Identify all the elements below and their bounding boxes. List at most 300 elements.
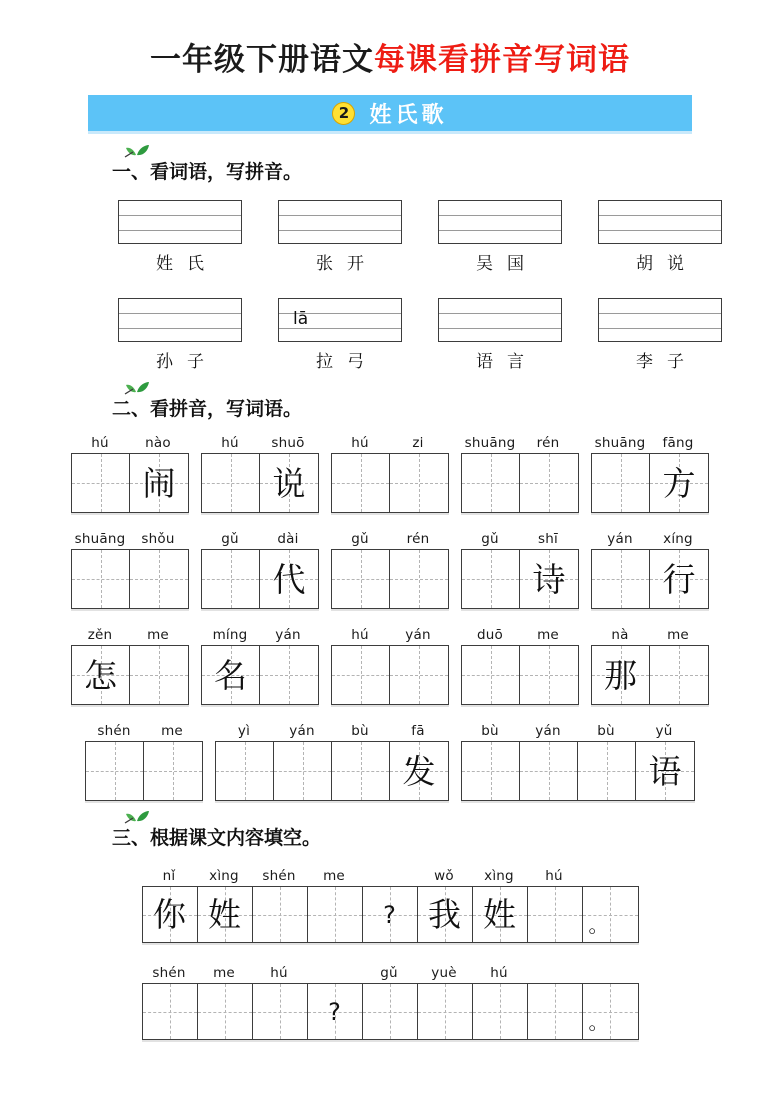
pinyin-label: shén bbox=[97, 723, 131, 739]
grid-guide-vertical bbox=[101, 454, 102, 512]
tianzige-cell[interactable] bbox=[143, 984, 198, 1039]
pinyin-label: hú bbox=[351, 435, 369, 451]
pinyin-label: gǔ bbox=[351, 531, 369, 547]
tianzige-cell[interactable] bbox=[528, 984, 583, 1039]
guide-line bbox=[439, 328, 561, 329]
pinyin-label: shī bbox=[538, 531, 558, 547]
grid-guide-vertical bbox=[607, 742, 608, 800]
pinyin-label: wǒ bbox=[434, 868, 454, 884]
tianzige-group bbox=[85, 741, 203, 801]
pinyin-label-row bbox=[142, 868, 639, 884]
grid-guide-vertical bbox=[610, 984, 611, 1039]
pinyin-label: hú bbox=[221, 435, 239, 451]
guide-line bbox=[279, 215, 401, 216]
grid-guide-horizontal bbox=[216, 771, 273, 772]
pinyin-four-line-box[interactable] bbox=[118, 200, 242, 244]
tianzige-cell[interactable] bbox=[363, 887, 418, 942]
tianzige-cell[interactable] bbox=[130, 550, 188, 608]
grid-guide-horizontal bbox=[363, 1012, 417, 1013]
pinyin-write-item bbox=[438, 200, 562, 274]
pinyin-label bbox=[582, 965, 637, 981]
guide-line bbox=[119, 230, 241, 231]
tianzige-cell[interactable] bbox=[592, 646, 650, 704]
tianzige-cell[interactable] bbox=[520, 454, 578, 512]
word-group bbox=[215, 723, 449, 801]
answer-character: 怎 bbox=[84, 655, 117, 695]
page-title-red: 每课看拼音写词语 bbox=[374, 42, 630, 78]
pinyin-four-line-box[interactable] bbox=[118, 298, 242, 342]
grid-guide-horizontal bbox=[390, 483, 448, 484]
word-group bbox=[591, 435, 709, 513]
pinyin-label: rén bbox=[536, 435, 560, 451]
pinyin-to-word-row bbox=[0, 435, 780, 513]
pinyin-label-row bbox=[201, 531, 319, 547]
pinyin-answer: lā bbox=[293, 309, 309, 329]
tianzige-cell[interactable] bbox=[390, 742, 448, 800]
tianzige-group bbox=[461, 453, 579, 513]
tianzige-cell[interactable] bbox=[462, 550, 520, 608]
grid-guide-vertical bbox=[491, 646, 492, 704]
tianzige-cell[interactable] bbox=[363, 984, 418, 1039]
word-label: 胡说 bbox=[636, 254, 698, 274]
guide-line bbox=[599, 230, 721, 231]
word-group bbox=[461, 627, 579, 705]
pinyin-label: gǔ bbox=[380, 965, 398, 981]
grid-guide-vertical bbox=[361, 646, 362, 704]
tianzige-cell[interactable] bbox=[202, 550, 260, 608]
grid-guide-vertical bbox=[549, 646, 550, 704]
pinyin-label: shuō bbox=[271, 435, 305, 451]
pinyin-label-row bbox=[215, 723, 449, 739]
pinyin-label: shén bbox=[152, 965, 186, 981]
pinyin-label: yuè bbox=[431, 965, 457, 981]
grid-guide-vertical bbox=[555, 887, 556, 942]
sentence-group bbox=[142, 868, 639, 943]
grid-guide-horizontal bbox=[198, 1012, 252, 1013]
tianzige-cell[interactable] bbox=[592, 550, 650, 608]
pinyin-label: shǒu bbox=[141, 531, 175, 547]
tianzige-group bbox=[461, 741, 695, 801]
pinyin-label: bù bbox=[481, 723, 499, 739]
answer-character: 代 bbox=[272, 559, 306, 599]
answer-character: 发 bbox=[402, 751, 436, 791]
tianzige-cell[interactable] bbox=[583, 887, 638, 942]
pinyin-label-row bbox=[591, 627, 709, 643]
word-group bbox=[591, 627, 709, 705]
grid-guide-vertical bbox=[231, 454, 232, 512]
tianzige-group bbox=[201, 645, 319, 705]
pinyin-label: rén bbox=[406, 531, 430, 547]
tianzige-cell[interactable] bbox=[390, 646, 448, 704]
grid-guide-horizontal bbox=[390, 675, 448, 676]
tianzige-cell[interactable] bbox=[308, 984, 363, 1039]
word-group bbox=[71, 531, 189, 609]
answer-character: 说 bbox=[272, 463, 306, 503]
pinyin-label: míng bbox=[212, 627, 248, 643]
tianzige-group bbox=[331, 453, 449, 513]
pinyin-label: shén bbox=[262, 868, 296, 884]
word-group bbox=[331, 627, 449, 705]
section-1-heading-text: 一、看词语，写拼音。 bbox=[112, 161, 303, 183]
tianzige-group bbox=[142, 886, 639, 943]
tianzige-cell[interactable] bbox=[260, 646, 318, 704]
tianzige-cell[interactable] bbox=[520, 742, 578, 800]
tianzige-cell[interactable] bbox=[198, 984, 253, 1039]
grid-guide-horizontal bbox=[520, 675, 578, 676]
pinyin-label: hú bbox=[490, 965, 508, 981]
grid-guide-horizontal bbox=[130, 675, 188, 676]
word-label: 孙子 bbox=[156, 352, 218, 372]
word-group bbox=[201, 531, 319, 609]
tianzige-cell[interactable] bbox=[144, 742, 202, 800]
pinyin-label: me bbox=[667, 627, 689, 643]
pinyin-label: bù bbox=[597, 723, 615, 739]
pinyin-label-row bbox=[461, 531, 579, 547]
word-label: 语言 bbox=[476, 352, 538, 372]
tianzige-group bbox=[201, 549, 319, 609]
guide-line bbox=[439, 230, 561, 231]
tianzige-cell[interactable] bbox=[390, 454, 448, 512]
grid-guide-horizontal bbox=[528, 1012, 582, 1013]
section-1-heading bbox=[112, 157, 780, 184]
pinyin-label: hú bbox=[351, 627, 369, 643]
tianzige-cell[interactable] bbox=[528, 887, 583, 942]
tianzige-cell[interactable] bbox=[274, 742, 332, 800]
tianzige-cell[interactable] bbox=[418, 984, 473, 1039]
tianzige-cell[interactable] bbox=[520, 646, 578, 704]
grid-guide-vertical bbox=[500, 984, 501, 1039]
page-title bbox=[0, 0, 780, 79]
grid-guide-horizontal bbox=[520, 771, 577, 772]
pinyin-label-row bbox=[85, 723, 203, 739]
grid-guide-horizontal bbox=[260, 675, 318, 676]
grid-guide-vertical bbox=[280, 984, 281, 1039]
pinyin-label: hú bbox=[91, 435, 109, 451]
tianzige-cell[interactable] bbox=[473, 887, 528, 942]
pinyin-label: xìng bbox=[484, 868, 514, 884]
grid-guide-horizontal bbox=[72, 483, 129, 484]
pinyin-label: zi bbox=[412, 435, 424, 451]
grid-guide-vertical bbox=[491, 454, 492, 512]
pinyin-label: nào bbox=[145, 435, 171, 451]
pinyin-label: me bbox=[161, 723, 183, 739]
grid-guide-vertical bbox=[621, 550, 622, 608]
grid-guide-vertical bbox=[289, 646, 290, 704]
tianzige-cell[interactable] bbox=[650, 454, 708, 512]
word-group bbox=[591, 531, 709, 609]
pinyin-label: fāng bbox=[662, 435, 694, 451]
grid-guide-horizontal bbox=[332, 579, 389, 580]
tianzige-cell[interactable] bbox=[130, 646, 188, 704]
tianzige-group bbox=[591, 549, 709, 609]
tianzige-cell[interactable] bbox=[462, 742, 520, 800]
tianzige-group bbox=[71, 645, 189, 705]
pinyin-label-row bbox=[331, 435, 449, 451]
pinyin-label: gǔ bbox=[221, 531, 239, 547]
grid-guide-horizontal bbox=[332, 675, 389, 676]
tianzige-cell[interactable] bbox=[520, 550, 578, 608]
answer-character: 闹 bbox=[142, 463, 176, 503]
pinyin-label: yán bbox=[289, 723, 315, 739]
section-3-heading bbox=[112, 823, 780, 850]
pinyin-label bbox=[527, 965, 582, 981]
grid-guide-vertical bbox=[549, 742, 550, 800]
pinyin-write-item bbox=[598, 200, 722, 274]
tianzige-group bbox=[591, 645, 709, 705]
period-mark: 。 bbox=[588, 1010, 609, 1034]
word-group bbox=[71, 627, 189, 705]
tianzige-cell[interactable] bbox=[72, 454, 130, 512]
pinyin-label-row bbox=[71, 627, 189, 643]
guide-line bbox=[119, 328, 241, 329]
pinyin-label: nà bbox=[611, 627, 629, 643]
tianzige-group bbox=[331, 645, 449, 705]
tianzige-cell[interactable] bbox=[202, 454, 260, 512]
word-label: 拉弓 bbox=[316, 352, 378, 372]
word-group bbox=[461, 435, 579, 513]
tianzige-cell[interactable] bbox=[72, 646, 130, 704]
grid-guide-horizontal bbox=[253, 915, 307, 916]
pinyin-to-word-row bbox=[0, 723, 780, 801]
pinyin-label-row bbox=[461, 627, 579, 643]
tianzige-group bbox=[461, 549, 579, 609]
word-group bbox=[331, 435, 449, 513]
grid-guide-horizontal bbox=[332, 771, 389, 772]
grid-guide-horizontal bbox=[578, 771, 635, 772]
tianzige-cell[interactable] bbox=[308, 887, 363, 942]
tianzige-group bbox=[201, 453, 319, 513]
pinyin-label: yán bbox=[607, 531, 633, 547]
pinyin-label: me bbox=[213, 965, 235, 981]
pinyin-label bbox=[362, 868, 417, 884]
tianzige-group bbox=[142, 983, 639, 1040]
pinyin-to-word-row bbox=[0, 531, 780, 609]
grid-guide-horizontal bbox=[202, 483, 259, 484]
pinyin-label: shuāng bbox=[594, 435, 646, 451]
tianzige-cell[interactable] bbox=[462, 454, 520, 512]
page-title-black: 一年级下册语文 bbox=[150, 42, 374, 78]
section-3-heading-text: 三、根据课文内容填空。 bbox=[112, 827, 322, 849]
grid-guide-vertical bbox=[621, 454, 622, 512]
pinyin-label-row bbox=[461, 435, 579, 451]
answer-character: 我 bbox=[428, 895, 461, 934]
grid-guide-horizontal bbox=[650, 675, 708, 676]
tianzige-cell[interactable] bbox=[636, 742, 694, 800]
grid-guide-horizontal bbox=[308, 915, 362, 916]
guide-line bbox=[599, 215, 721, 216]
pinyin-label-row bbox=[591, 531, 709, 547]
question-mark: ? bbox=[328, 997, 341, 1026]
pinyin-label: yán bbox=[405, 627, 431, 643]
word-group bbox=[71, 435, 189, 513]
tianzige-cell[interactable] bbox=[143, 887, 198, 942]
pinyin-label-row bbox=[461, 723, 695, 739]
pinyin-label: shuāng bbox=[74, 531, 126, 547]
word-label: 吴国 bbox=[476, 254, 538, 274]
pinyin-four-line-box[interactable] bbox=[438, 298, 562, 342]
grid-guide-vertical bbox=[445, 984, 446, 1039]
pinyin-label: me bbox=[537, 627, 559, 643]
tianzige-cell[interactable] bbox=[72, 550, 130, 608]
pinyin-four-line-box[interactable] bbox=[598, 200, 722, 244]
tianzige-cell[interactable] bbox=[583, 984, 638, 1039]
tianzige-group bbox=[591, 453, 709, 513]
tianzige-cell[interactable] bbox=[202, 646, 260, 704]
guide-line bbox=[279, 230, 401, 231]
grid-guide-horizontal bbox=[462, 675, 519, 676]
tianzige-cell[interactable] bbox=[332, 550, 390, 608]
guide-line bbox=[439, 313, 561, 314]
word-label: 姓氏 bbox=[156, 254, 218, 274]
grid-guide-vertical bbox=[159, 550, 160, 608]
answer-character: 你 bbox=[153, 895, 186, 934]
grid-guide-vertical bbox=[225, 984, 226, 1039]
word-group bbox=[201, 627, 319, 705]
pinyin-write-item bbox=[118, 200, 242, 274]
pinyin-label-row bbox=[201, 435, 319, 451]
tianzige-group bbox=[215, 741, 449, 801]
answer-character: 那 bbox=[604, 655, 637, 695]
pinyin-label: dài bbox=[277, 531, 299, 547]
tianzige-cell[interactable] bbox=[260, 550, 318, 608]
pinyin-label: yì bbox=[237, 723, 251, 739]
grid-guide-vertical bbox=[361, 550, 362, 608]
tianzige-cell[interactable] bbox=[462, 646, 520, 704]
pinyin-write-item bbox=[278, 298, 402, 372]
tianzige-cell[interactable] bbox=[332, 646, 390, 704]
grid-guide-horizontal bbox=[418, 1012, 472, 1013]
tianzige-cell[interactable] bbox=[130, 454, 188, 512]
grid-guide-vertical bbox=[115, 742, 116, 800]
pinyin-label-row bbox=[591, 435, 709, 451]
word-group bbox=[201, 435, 319, 513]
guide-line bbox=[119, 215, 241, 216]
pinyin-four-line-box[interactable] bbox=[438, 200, 562, 244]
tianzige-group bbox=[71, 453, 189, 513]
grid-guide-horizontal bbox=[520, 483, 578, 484]
pinyin-label-row bbox=[201, 627, 319, 643]
tianzige-cell[interactable] bbox=[592, 454, 650, 512]
pinyin-label: nǐ bbox=[162, 868, 176, 884]
section-2-heading bbox=[112, 394, 780, 421]
grid-guide-vertical bbox=[361, 454, 362, 512]
pinyin-to-word-row bbox=[0, 627, 780, 705]
grid-guide-vertical bbox=[491, 550, 492, 608]
grid-guide-vertical bbox=[549, 454, 550, 512]
pinyin-label: yǔ bbox=[655, 723, 673, 739]
tianzige-cell[interactable] bbox=[332, 454, 390, 512]
sentence-row bbox=[0, 965, 780, 1040]
pinyin-four-line-box[interactable] bbox=[278, 298, 402, 342]
pinyin-label-row bbox=[331, 627, 449, 643]
leaf-icon bbox=[124, 381, 150, 395]
grid-guide-vertical bbox=[170, 984, 171, 1039]
grid-guide-vertical bbox=[419, 454, 420, 512]
pinyin-write-item bbox=[118, 298, 242, 372]
pinyin-label-row bbox=[71, 435, 189, 451]
tianzige-cell[interactable] bbox=[332, 742, 390, 800]
pinyin-label: zěn bbox=[87, 627, 113, 643]
answer-character: 姓 bbox=[483, 895, 516, 934]
tianzige-cell[interactable] bbox=[253, 984, 308, 1039]
tianzige-cell[interactable] bbox=[418, 887, 473, 942]
grid-guide-horizontal bbox=[528, 915, 582, 916]
grid-guide-horizontal bbox=[253, 1012, 307, 1013]
tianzige-cell[interactable] bbox=[650, 646, 708, 704]
tianzige-cell[interactable] bbox=[253, 887, 308, 942]
pinyin-label: duō bbox=[477, 627, 503, 643]
word-group bbox=[461, 723, 695, 801]
section-2-heading-text: 二、看拼音，写词语。 bbox=[112, 398, 303, 420]
guide-line bbox=[599, 328, 721, 329]
pinyin-write-item bbox=[438, 298, 562, 372]
lesson-banner bbox=[88, 95, 692, 131]
word-group bbox=[331, 531, 449, 609]
tianzige-group bbox=[461, 645, 579, 705]
pinyin-label-row bbox=[331, 531, 449, 547]
pinyin-label: hú bbox=[545, 868, 563, 884]
sentence-row bbox=[0, 868, 780, 943]
guide-line bbox=[119, 313, 241, 314]
grid-guide-vertical bbox=[555, 984, 556, 1039]
grid-guide-horizontal bbox=[144, 771, 202, 772]
pinyin-label: shuāng bbox=[464, 435, 516, 451]
question-mark: ? bbox=[383, 900, 396, 929]
grid-guide-horizontal bbox=[592, 579, 649, 580]
leaf-icon bbox=[124, 144, 150, 158]
tianzige-cell[interactable] bbox=[260, 454, 318, 512]
grid-guide-vertical bbox=[101, 550, 102, 608]
grid-guide-horizontal bbox=[86, 771, 143, 772]
grid-guide-vertical bbox=[303, 742, 304, 800]
grid-guide-vertical bbox=[361, 742, 362, 800]
tianzige-cell[interactable] bbox=[198, 887, 253, 942]
word-label: 李子 bbox=[636, 352, 698, 372]
tianzige-cell[interactable] bbox=[216, 742, 274, 800]
grid-guide-vertical bbox=[280, 887, 281, 942]
pinyin-label: hú bbox=[270, 965, 288, 981]
answer-character: 姓 bbox=[208, 895, 241, 934]
tianzige-cell[interactable] bbox=[650, 550, 708, 608]
guide-line bbox=[599, 313, 721, 314]
answer-character: 行 bbox=[662, 559, 696, 599]
pinyin-four-line-box[interactable] bbox=[278, 200, 402, 244]
word-group bbox=[85, 723, 203, 801]
answer-character: 方 bbox=[662, 463, 696, 503]
leaf-icon bbox=[124, 810, 150, 824]
pinyin-four-line-box[interactable] bbox=[598, 298, 722, 342]
grid-guide-vertical bbox=[491, 742, 492, 800]
tianzige-cell[interactable] bbox=[578, 742, 636, 800]
word-group bbox=[461, 531, 579, 609]
grid-guide-horizontal bbox=[72, 579, 129, 580]
tianzige-cell[interactable] bbox=[86, 742, 144, 800]
pinyin-label: fā bbox=[411, 723, 425, 739]
grid-guide-vertical bbox=[419, 646, 420, 704]
lesson-number-badge: 2 bbox=[332, 102, 355, 125]
grid-guide-horizontal bbox=[332, 483, 389, 484]
lesson-title: 姓氏歌 bbox=[369, 102, 448, 128]
grid-guide-horizontal bbox=[202, 579, 259, 580]
tianzige-cell[interactable] bbox=[473, 984, 528, 1039]
pinyin-write-item bbox=[278, 200, 402, 274]
grid-guide-horizontal bbox=[473, 1012, 527, 1013]
grid-guide-vertical bbox=[159, 646, 160, 704]
period-mark: 。 bbox=[588, 913, 609, 937]
pinyin-label: me bbox=[323, 868, 345, 884]
grid-guide-horizontal bbox=[462, 579, 519, 580]
tianzige-cell[interactable] bbox=[390, 550, 448, 608]
